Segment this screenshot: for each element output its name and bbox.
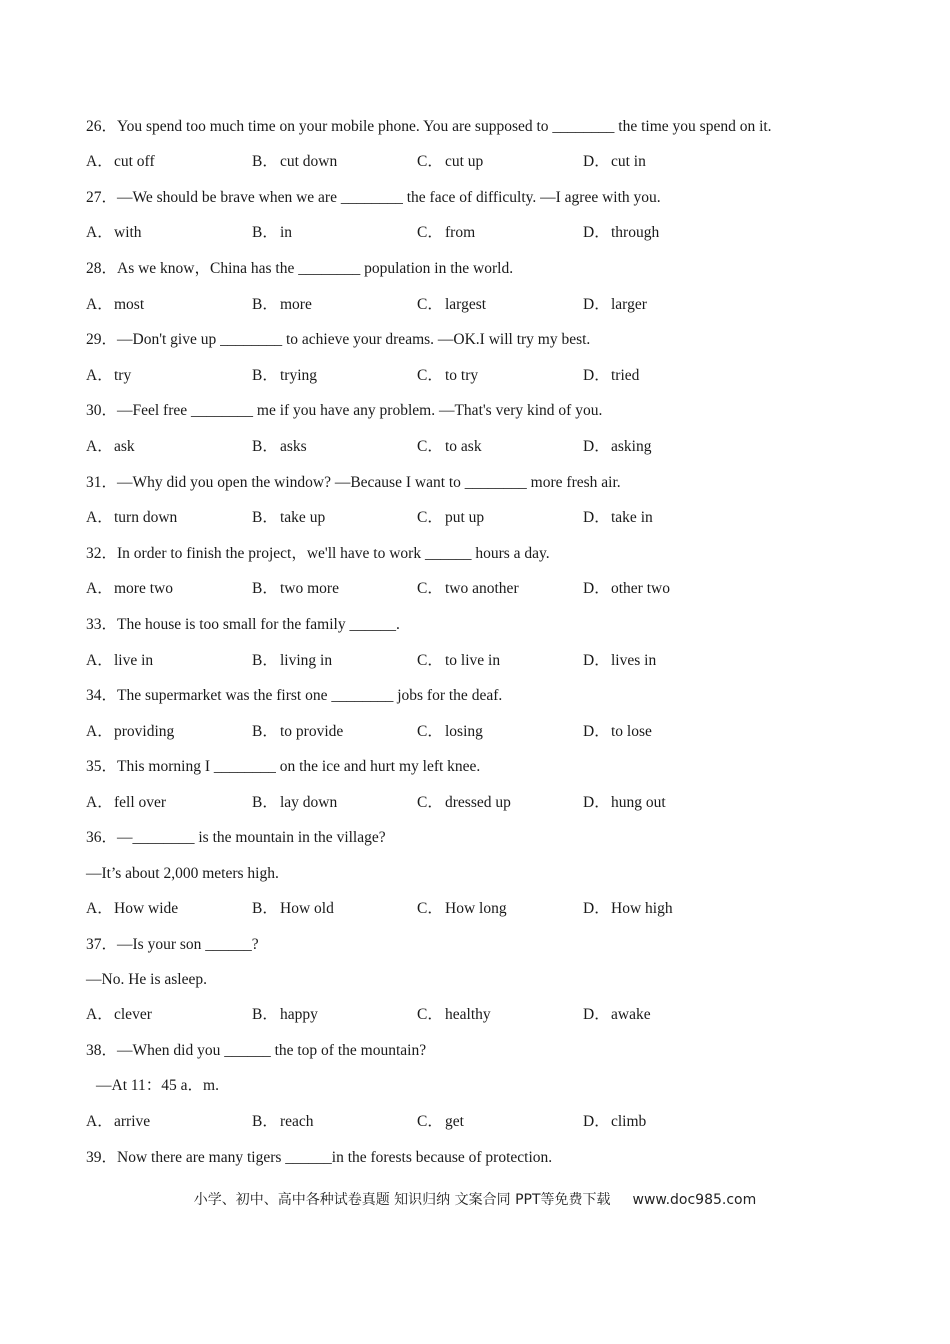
option-text: turn down xyxy=(114,509,178,526)
question-stem: 35．This morning I ________ on the ice and hurt my left knee. xyxy=(86,758,481,775)
option-text: most xyxy=(114,296,145,313)
options-row xyxy=(86,651,886,671)
options-row xyxy=(86,1005,886,1025)
answer-option xyxy=(583,152,646,172)
answer-option xyxy=(86,722,174,742)
answer-option xyxy=(86,579,173,599)
option-text: to ask xyxy=(445,438,482,455)
answer-option xyxy=(252,223,292,243)
option-text: to lose xyxy=(611,723,652,740)
question-stem: 29．—Don't give up ________ to achieve your dreams. —OK.I will try my best. xyxy=(86,331,591,348)
option-letter: C． xyxy=(417,1113,443,1130)
option-letter: A． xyxy=(86,900,113,917)
option-letter: C． xyxy=(417,509,443,526)
option-text: asks xyxy=(280,438,307,455)
option-text: ask xyxy=(114,438,135,455)
option-text: awake xyxy=(611,1006,651,1023)
question-stem: 34．The supermarket was the first one ________ jobs for the deaf. xyxy=(86,687,503,704)
option-letter: D． xyxy=(583,296,610,313)
option-letter: D． xyxy=(583,1113,610,1130)
option-text: largest xyxy=(445,296,487,313)
option-letter: D． xyxy=(583,723,610,740)
options-row xyxy=(86,223,886,243)
footer-text: 小学、初中、高中各种试卷真题 知识归纳 文案合同 PPT等免费下载 xyxy=(193,1192,611,1208)
option-text: climb xyxy=(611,1113,647,1130)
option-letter: B． xyxy=(252,1113,278,1130)
question-stem: 33．The house is too small for the family ______. xyxy=(86,616,400,633)
option-letter: A． xyxy=(86,794,113,811)
option-letter: C． xyxy=(417,367,443,384)
page-footer xyxy=(0,1190,950,1210)
answer-option xyxy=(86,651,153,671)
option-letter: A． xyxy=(86,509,113,526)
answer-option xyxy=(417,899,507,919)
question-stem: 30．—Feel free ________ me if you have any problem. —That's very kind of you. xyxy=(86,402,603,419)
answer-option xyxy=(252,722,343,742)
options-row xyxy=(86,722,886,742)
options-row xyxy=(86,295,886,315)
answer-option xyxy=(583,437,651,457)
option-letter: C． xyxy=(417,153,443,170)
answer-option xyxy=(86,295,144,315)
answer-option xyxy=(417,508,484,528)
answer-option xyxy=(252,295,312,315)
options-row xyxy=(86,579,886,599)
answer-option xyxy=(583,1112,646,1132)
option-text: dressed up xyxy=(445,794,511,811)
question-dialogue-line: —No. He is asleep. xyxy=(86,971,207,988)
options-row xyxy=(86,793,886,813)
option-text: two another xyxy=(445,580,519,597)
question-stem: 32．In order to finish the project，we'll have to work ______ hours a day. xyxy=(86,545,550,562)
answer-option xyxy=(417,295,486,315)
option-text: How old xyxy=(280,900,334,917)
option-letter: C． xyxy=(417,652,443,669)
option-text: more xyxy=(280,296,312,313)
question-dialogue-line: —At 11：45 a．m. xyxy=(96,1077,219,1094)
option-text: put up xyxy=(445,509,485,526)
option-text: two more xyxy=(280,580,339,597)
answer-option xyxy=(417,579,519,599)
answer-option xyxy=(252,651,332,671)
option-letter: B． xyxy=(252,296,278,313)
option-letter: B． xyxy=(252,153,278,170)
option-letter: A． xyxy=(86,580,113,597)
option-letter: B． xyxy=(252,1006,278,1023)
option-text: try xyxy=(114,367,132,384)
option-text: fell over xyxy=(114,794,167,811)
option-text: to provide xyxy=(280,723,344,740)
option-text: How high xyxy=(611,900,673,917)
answer-option xyxy=(86,366,131,386)
option-text: hung out xyxy=(611,794,666,811)
answer-option xyxy=(252,366,317,386)
option-text: take in xyxy=(611,509,653,526)
option-text: trying xyxy=(280,367,318,384)
option-letter: C． xyxy=(417,794,443,811)
answer-option xyxy=(86,1112,150,1132)
answer-option xyxy=(583,295,647,315)
option-letter: B． xyxy=(252,224,278,241)
option-letter: D． xyxy=(583,224,610,241)
answer-option xyxy=(583,508,653,528)
option-letter: C． xyxy=(417,1006,443,1023)
answer-option xyxy=(417,223,475,243)
answer-option xyxy=(417,366,478,386)
option-letter: D． xyxy=(583,153,610,170)
option-text: cut off xyxy=(114,153,155,170)
option-letter: B． xyxy=(252,580,278,597)
option-text: tried xyxy=(611,367,640,384)
option-letter: A． xyxy=(86,652,113,669)
option-letter: A． xyxy=(86,224,113,241)
answer-option xyxy=(417,1005,491,1025)
answer-option xyxy=(252,579,339,599)
options-row xyxy=(86,899,886,919)
answer-option xyxy=(417,1112,464,1132)
option-text: providing xyxy=(114,723,175,740)
answer-option xyxy=(583,1005,651,1025)
answer-option xyxy=(86,152,155,172)
question-stem: 28．As we know，China has the ________ population in the world. xyxy=(86,260,514,277)
options-row xyxy=(86,1112,886,1132)
options-row xyxy=(86,508,886,528)
option-text: to try xyxy=(445,367,479,384)
option-letter: D． xyxy=(583,1006,610,1023)
answer-option xyxy=(583,366,639,386)
answer-option xyxy=(252,1112,314,1132)
option-text: living in xyxy=(280,652,333,669)
option-text: cut down xyxy=(280,153,338,170)
answer-option xyxy=(417,437,482,457)
answer-option xyxy=(252,793,337,813)
option-letter: C． xyxy=(417,900,443,917)
option-text: more two xyxy=(114,580,173,597)
option-text: How long xyxy=(445,900,507,917)
option-letter: C． xyxy=(417,438,443,455)
answer-option xyxy=(252,1005,318,1025)
option-text: take up xyxy=(280,509,326,526)
option-text: other two xyxy=(611,580,670,597)
answer-option xyxy=(252,152,337,172)
option-letter: D． xyxy=(583,794,610,811)
option-letter: A． xyxy=(86,296,113,313)
option-letter: B． xyxy=(252,900,278,917)
answer-option xyxy=(86,508,177,528)
answer-option xyxy=(583,223,659,243)
option-letter: C． xyxy=(417,224,443,241)
answer-option xyxy=(583,793,666,813)
option-text: from xyxy=(445,224,476,241)
option-text: with xyxy=(114,224,142,241)
option-letter: C． xyxy=(417,580,443,597)
option-text: get xyxy=(445,1113,464,1130)
answer-option xyxy=(583,722,652,742)
option-text: in xyxy=(280,224,293,241)
option-text: losing xyxy=(445,723,483,740)
answer-option xyxy=(583,899,673,919)
option-letter: C． xyxy=(417,296,443,313)
option-text: asking xyxy=(611,438,652,455)
option-text: lay down xyxy=(280,794,338,811)
option-text: cut up xyxy=(445,153,484,170)
footer-site: www.doc985.com xyxy=(632,1192,757,1208)
option-text: through xyxy=(611,224,660,241)
answer-option xyxy=(86,437,135,457)
option-text: live in xyxy=(114,652,154,669)
options-row xyxy=(86,152,886,172)
answer-option xyxy=(252,437,307,457)
answer-option xyxy=(583,651,656,671)
option-letter: A． xyxy=(86,153,113,170)
answer-option xyxy=(583,579,670,599)
option-letter: D． xyxy=(583,900,610,917)
answer-option xyxy=(86,793,166,813)
question-stem: 36．—________ is the mountain in the village? xyxy=(86,829,386,846)
option-letter: B． xyxy=(252,367,278,384)
option-text: healthy xyxy=(445,1006,491,1023)
answer-option xyxy=(86,223,142,243)
question-dialogue-line: —It’s about 2,000 meters high. xyxy=(86,865,279,882)
answer-option xyxy=(417,152,483,172)
answer-option xyxy=(252,899,334,919)
answer-option xyxy=(417,793,511,813)
option-letter: B． xyxy=(252,723,278,740)
option-letter: A． xyxy=(86,1113,113,1130)
option-letter: B． xyxy=(252,438,278,455)
option-letter: D． xyxy=(583,367,610,384)
option-letter: A． xyxy=(86,367,113,384)
option-letter: A． xyxy=(86,1006,113,1023)
option-letter: B． xyxy=(252,652,278,669)
option-letter: D． xyxy=(583,580,610,597)
option-letter: C． xyxy=(417,723,443,740)
question-stem: 38．—When did you ______ the top of the mountain? xyxy=(86,1042,427,1059)
answer-option xyxy=(417,651,500,671)
option-text: to live in xyxy=(445,652,501,669)
question-stem: 27．—We should be brave when we are ________ the face of difficulty. —I agree with you. xyxy=(86,189,661,206)
option-text: arrive xyxy=(114,1113,151,1130)
answer-option xyxy=(252,508,325,528)
option-letter: B． xyxy=(252,509,278,526)
options-row xyxy=(86,366,886,386)
option-letter: D． xyxy=(583,438,610,455)
answer-option xyxy=(86,1005,152,1025)
option-letter: A． xyxy=(86,723,113,740)
option-text: larger xyxy=(611,296,647,313)
option-letter: D． xyxy=(583,652,610,669)
option-text: How wide xyxy=(114,900,179,917)
options-row xyxy=(86,437,886,457)
option-letter: A． xyxy=(86,438,113,455)
option-letter: B． xyxy=(252,794,278,811)
option-text: happy xyxy=(280,1006,318,1023)
option-text: clever xyxy=(114,1006,152,1023)
option-text: reach xyxy=(280,1113,314,1130)
answer-option xyxy=(86,899,178,919)
question-stem: 39．Now there are many tigers ______in the forests because of protection. xyxy=(86,1149,553,1166)
question-stem: 37．—Is your son ______? xyxy=(86,936,259,953)
option-letter: D． xyxy=(583,509,610,526)
option-text: cut in xyxy=(611,153,646,170)
option-text: lives in xyxy=(611,652,657,669)
question-stem: 26．You spend too much time on your mobile phone. You are supposed to ________ the time you spend on it. xyxy=(86,118,772,135)
question-stem: 31．—Why did you open the window? —Because I want to ________ more fresh air. xyxy=(86,474,621,491)
answer-option xyxy=(417,722,483,742)
